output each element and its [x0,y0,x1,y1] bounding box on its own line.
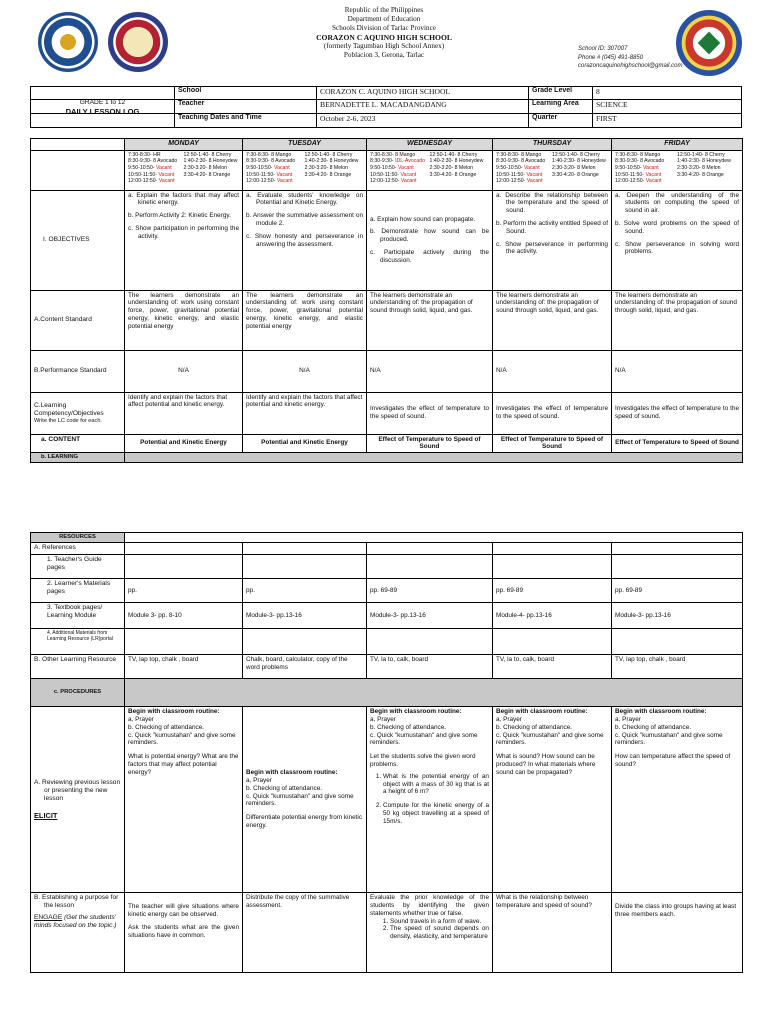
schedule-row [246,178,363,185]
schedule-slot [305,178,364,185]
dates-label: Teaching Dates and Time [175,114,317,127]
review-friday [612,707,743,893]
schedule-monday [125,150,243,190]
performance-standard-monday: N/A [125,350,243,392]
objective-item: c. Show perseverance in solving word problems. [615,240,739,256]
objective-item: a. Explain how sound can propagate. [370,215,476,223]
objective-item: c. Show honesty and perseverance in answering the assessment. [246,232,363,248]
schedule-slot: 7:30-8:30- 8 Mango [496,151,542,158]
routine-item: c. Quick "kumustahan" and give some reminders. [128,731,236,747]
performance-standard-label: B.Performance Standard [31,350,125,392]
other-resources-monday: TV, lap top, chalk , board [125,655,243,679]
school-contact [578,46,683,72]
info-row-teacher [31,100,741,113]
objective-item: a. Explain the factors that may affect kinetic energy. [128,191,239,207]
schedule-slot: 9:50-10:50- Vacant [615,164,659,171]
objective-item: b. Perform Activity 2: Kinetic Energy. [128,212,231,220]
learning-area-value: SCIENCE [596,100,628,110]
review-question: What is sound? How sound can be produced? In what materials where sound can be propagated? [496,753,596,776]
schedule-slot: 9:50-10:50- Vacant [246,164,290,171]
cell [612,629,743,655]
cell [493,543,612,555]
content-monday: Potential and Kinetic Energy [125,434,243,453]
learner-materials-monday: pp. [125,579,243,603]
schedule-slot: 8:30-9:30- 8 Avocado [615,158,665,165]
routine-item: a, Prayer [370,715,396,723]
objectives-wednesday [367,190,493,290]
schedule-slot: 8:30-9:30- 8 Avocado [246,158,296,165]
schedule-row [370,158,489,165]
competencies-monday: Identify and explain the factors that affect potential and kinetic energy. [125,392,243,434]
schedule-slot: 12:50-1:40- 8 Cherry [552,151,600,158]
learner-materials-thursday: pp. 69-89 [493,579,612,603]
schedule-slot: 12:00-12:50- Vacant [128,178,175,185]
objective-item: a. Deepen the understanding of the students on computing the speed of sound in air. [615,191,739,215]
cell [125,555,243,579]
cell [125,629,243,655]
review-question: Let the students solve the given word problems. [370,753,476,768]
procedures-header-row [125,679,743,707]
routine-item: b. Checking of attendance. [128,723,205,731]
learner-materials-friday: pp. 69-89 [612,579,743,603]
review-question: Differentiate potential energy from kinetic energy. [246,814,363,830]
schedule-row [615,172,739,179]
school-header [0,0,768,86]
references-label: A. References [31,543,125,555]
content-standard-monday: The learners demonstrate an understanding of: work using constant force, power, gravitational potential energy, kinetic energy, and elastic potential energy [125,290,243,350]
schedule-slot: 12:50-1:40- 8 Cherry [183,151,232,158]
cell [612,555,743,579]
schedule-slot: 9:50-10:50- Vacant [370,164,414,171]
schedule-slot: 1:40-2:30- 8 Honeydew [304,158,359,165]
schedule-row [246,152,363,159]
teacher-value: BERNADETTE L. MACADANGDANG [317,100,529,113]
schedule-friday [612,150,743,190]
cell [493,629,612,655]
procedures-label: c. PROCEDURES [31,679,125,707]
schedule-wednesday [367,150,493,190]
schedule-slot: 9:50-10:50- Vacant [128,164,172,171]
schedule-row [246,165,363,172]
objective-item: c. Show perseverance in performing the activity. [496,240,608,256]
schedule-row [128,165,239,172]
schedule-row [246,172,363,179]
header-line: Schools Division of Tarlac Province [332,24,436,32]
routine-item: a, Prayer [615,715,641,723]
schedule-row [496,165,608,172]
performance-standard-friday: N/A [612,350,743,392]
schedule-slot: 3:30-4:20- 8 Orange [552,171,599,178]
routine-item: b. Checking of attendance. [370,723,447,731]
school-label: School [175,87,317,100]
content-standard-thursday: The learners demonstrate an understanding of: the propagation of sound through solid, liquid, and gas. [493,290,612,350]
cell [612,543,743,555]
competencies-label-cell [31,392,125,434]
schedule-slot: 2:30-3:20- 8 Melon [429,164,474,171]
cell [243,629,367,655]
purpose-text: Evaluate the prior knowledge of the students by identifying the given statements whether true or false. [370,894,489,917]
textbook-friday: Module-3- pp.13-16 [612,603,743,629]
schedule-slot: 12:00-12:50- Vacant [615,178,662,185]
content-friday: Effect of Temperature to Speed of Sound [612,434,743,453]
log-title: DAILY LESSON LOG [65,107,140,117]
schedule-row [615,178,739,185]
learning-area-label: Learning Area [529,100,593,113]
learning-row [125,453,743,463]
purpose-label: B. Establishing a purpose for the lesson [34,894,119,910]
schedule-slot: 8:30-9:30- IDL-Avocado [370,158,425,165]
learner-materials-tuesday: pp. [243,579,367,603]
schedule-slot: 12:50-1:40- 8 Cherry [429,151,478,158]
schedule-slot: 12:00-12:50- Vacant [496,178,543,185]
schedule-slot: 12:50-1:40- 8 Cherry [304,151,353,158]
schedule-slot: 3:30-4:20- 8 Orange [677,171,724,178]
objective-item: a. Describe the relationship between the temperature and the speed of sound. [496,191,608,215]
schedule-row [128,178,239,185]
routine-title: Begin with classroom routine: [496,708,588,716]
resources-header-row [125,533,743,543]
schedule-row [370,172,489,179]
school-phone: Phone # (045) 491-8850 [578,54,644,61]
schedule-tuesday [243,150,367,190]
textbook-wednesday: Module-3- pp.13-16 [367,603,493,629]
routine-item: c. Quick "kumustahan" and give some reminders. [246,792,354,808]
schedule-slot: 7:30-8:30- HR [128,151,161,158]
day-header-wednesday: WEDNESDAY [367,139,493,151]
schedule-row [496,158,608,165]
textbook-thursday: Module-4- pp.13-16 [493,603,612,629]
schedule-slot: 10:50-11:50- Vacant [496,171,543,178]
schedule-slot: 10:50-11:50- Vacant [615,171,662,178]
schedule-slot: 7:30-8:30- 8 Mango [246,151,292,158]
true-false-item: 1. Sound travels in a form of wave. [390,918,489,926]
routine-item: b. Checking of attendance. [496,723,573,731]
grade-range: GRADE 1 to 12 [79,99,126,106]
schedule-slot [552,178,608,185]
purpose-wednesday [367,893,493,973]
routine-item: a, Prayer [246,777,272,785]
routine-item: a, Prayer [128,715,154,723]
textbook-label: 3. Textbook pages/ Learning Module [31,603,125,629]
learner-materials-wednesday: pp. 69-89 [367,579,493,603]
review-question: How can temperature affect the speed of sound? [615,753,731,768]
routine-title: Begin with classroom routine: [246,769,338,777]
schedule-slot: 3:30-4:20- 8 Orange [304,171,352,178]
competencies-wednesday: Investigates the effect of temperature to the speed of sound. [367,392,493,434]
schedule-slot [430,178,490,185]
schedule-slot: 7:30-8:30- 8 Mango [370,151,416,158]
content-standard-friday: The learners demonstrate an understanding of: the propagation of sound through solid, liquid, and gas. [612,290,743,350]
schedule-slot: 3:30-4:20- 8 Orange [183,171,231,178]
purpose-friday: Divide the class into groups having at least three members each. [612,893,743,973]
schedule-row [496,172,608,179]
purpose-item: The teacher will give situations where kinetic energy can be observed. [128,903,239,918]
competencies-friday: Investigates the effect of temperature to the speed of sound. [612,392,743,434]
review-tuesday [243,707,367,893]
performance-standard-wednesday: N/A [367,350,493,392]
objectives-thursday [493,190,612,290]
school-name: CORAZON C AQUINO HIGH SCHOOL [316,33,452,42]
other-resources-friday: TV, lap top, chalk , board [612,655,743,679]
schedule-row [496,178,608,185]
resources-procedures-table [30,532,743,973]
schedule-slot: 10:50-11:50- Vacant [246,171,293,178]
schedule-slot: 2:30-3:20- 8 Melon [677,164,721,171]
schedule-slot: 10:50-11:50- Vacant [370,171,417,178]
header-line: Department of Education [347,15,421,23]
routine-item: b. Checking of attendance. [246,784,323,792]
schedule-slot: 12:00-12:50- Vacant [370,178,417,185]
schedule-row [370,165,489,172]
true-false-item: 2. The speed of sound depends on density, elasticity, and temperature [390,925,489,941]
schedule-row [615,165,739,172]
schedule-slot: 1:40-2:30- 8 Honeydew [429,158,484,165]
day-header-friday: FRIDAY [612,139,743,151]
engage-block [34,914,121,930]
lesson-info-table [30,86,742,128]
learner-materials-label: 2. Learner's Materials pages [31,579,125,603]
purpose-monday [125,893,243,973]
cell [367,629,493,655]
schedule-slot: 9:50-10:50- Vacant [496,164,540,171]
objectives-table [30,138,743,463]
objective-item: a. Evaluate students' knowledge on Potential and Kinetic Energy. [246,191,363,207]
quarter-value: FIRST [596,113,617,123]
review-question: What is potential energy? What are the factors that may affect potential energy? [128,753,239,776]
learning-label: b. LEARNING [31,453,125,463]
routine-title: Begin with classroom routine: [370,708,462,716]
objective-item: b. Solve word problems on the speed of sound. [615,219,739,235]
review-label-cell [31,707,125,893]
objectives-tuesday [243,190,367,290]
content-standard-tuesday: The learners demonstrate an understanding of: work using constant force, power, gravitational potential energy, kinetic energy, and elastic potential energy [243,290,367,350]
day-header-tuesday: TUESDAY [243,139,367,151]
schedule-thursday [493,150,612,190]
engage-label: ENGAGE [34,914,63,922]
elicit-label: ELICIT [34,811,58,821]
quarter-label: Quarter [529,114,593,127]
textbook-monday: Module 3- pp. 8-10 [125,603,243,629]
day-header-monday: MONDAY [125,139,243,151]
other-resources-tuesday: Chalk, board, calculator, copy of the word problems [243,655,367,679]
routine-item: a, Prayer [496,715,522,723]
content-label: a. CONTENT [31,434,125,453]
cell [367,543,493,555]
info-row-school [31,87,741,100]
header-line: Republic of the Philippines [344,6,424,14]
cell [493,555,612,579]
content-standard-label: A.Content Standard [31,290,125,350]
schedule-slot: 2:30-3:20- 8 Melon [304,164,349,171]
schedule-row [370,152,489,159]
schedule-slot [184,178,240,185]
schedule-slot: 1:40-2:30- 8 Honeydew [677,158,731,165]
objectives-label: I. OBJECTIVES [31,190,125,290]
resources-label: RESOURCES [31,533,125,543]
school-email: corazoncaquinohighschool@gmail.com [578,63,683,69]
school-value: CORAZON C. AQUINO HIGH SCHOOL [317,87,529,100]
competencies-label: C.Learning Competency/Objectives [34,401,104,417]
purpose-tuesday: Distribute the copy of the summative assessment. [243,893,367,973]
performance-standard-thursday: N/A [493,350,612,392]
header-line: (formerly Tagumbao High School Annex) [323,42,445,50]
other-resources-label: B. Other Learning Resource [31,655,125,679]
routine-item: c. Quick "kumustahan" and give some reminders. [496,731,604,747]
schedule-row [128,152,239,159]
schedule-row [615,158,739,165]
competencies-note: Write the LC code for each. [34,417,102,424]
schedule-slot: 3:30-4:20- 8 Orange [429,171,477,178]
schedule-row [496,152,608,159]
school-id: School ID: 307007 [578,46,628,52]
review-thursday [493,707,612,893]
guide-label: 1. Teacher's Guide pages [31,555,125,579]
engage-note: (Get the students' minds focused on the topic.) [34,914,117,930]
objective-item: b. Perform the activity entitled Speed of Sound. [496,219,608,235]
objective-item: b. Answer the summative assessment on module 2. [246,212,363,227]
objectives-friday [612,190,743,290]
day-header-thursday: THURSDAY [493,139,612,151]
content-tuesday: Potential and Kinetic Energy [243,434,367,453]
objective-item: c. Show participation in performing the activity. [128,224,239,240]
textbook-tuesday: Module-3- pp.13-16 [243,603,367,629]
cell [125,543,243,555]
schedule-label-cell [31,150,125,190]
schedule-row [370,178,489,185]
schedule-slot: 2:30-3:20- 8 Melon [552,164,596,171]
dates-value: October 2-6, 2023 [317,114,529,127]
word-problem: 2. Compute for the kinetic energy of a 50 kg object travelling at a speed of 15m/s. [383,802,489,825]
word-problem: 1. What is the potential energy of an object with a mass of 30 kg that is at a height of 6 m? [383,773,489,796]
purpose-label-cell [31,893,125,973]
additional-materials-label: 4. Additional Materials from Learning Resource (LR)portal [31,629,125,655]
competencies-tuesday: Identify and explain the factors that affect potential and kinetic energy. [243,392,367,434]
grade-level-value: 8 [596,87,600,96]
content-thursday: Effect of Temperature to Speed of Sound [493,434,612,453]
routine-title: Begin with classroom routine: [128,708,220,716]
purpose-item: Ask the students what are the given situations have in common. [128,923,239,939]
schedule-row [128,172,239,179]
purpose-thursday: What is the relationship between temperature and speed of sound? [493,893,612,973]
objectives-monday [125,190,243,290]
routine-item: c. Quick "kumustahan" and give some reminders. [615,731,723,747]
schedule-row [246,158,363,165]
teacher-label: Teacher [175,100,317,113]
schedule-row [128,158,239,165]
review-wednesday [367,707,493,893]
schedule-slot: 2:30-3:20- 8 Melon [183,164,228,171]
schedule-row [615,152,739,159]
cell [367,555,493,579]
schedule-slot: 7:30-8:30- 8 Mango [615,151,661,158]
other-resources-thursday: TV, la to, calk, board [493,655,612,679]
routine-item: c. Quick "kumustahan" and give some reminders. [370,731,478,747]
schedule-slot: 12:00-12:50- Vacant [246,178,293,185]
cell [243,543,367,555]
other-resources-wednesday: TV, la to, calk, board [367,655,493,679]
review-monday [125,707,243,893]
performance-standard-tuesday: N/A [243,350,367,392]
schedule-slot: 10:50-11:50- Vacant [128,171,175,178]
competencies-thursday: Investigates the effect of temperature to the speed of sound. [493,392,612,434]
info-row-dates [31,114,741,127]
schedule-slot: 1:40-2:30- 8 Honeydew [552,158,606,165]
corner-cell [31,139,125,151]
schedule-slot: 8:30-9:30- 8 Avocado [496,158,546,165]
routine-item: b. Checking of attendance. [615,723,692,731]
grade-level-label: Grade Level [529,87,593,100]
schedule-slot: 1:40-2:30- 8 Honeydew [183,158,238,165]
objective-item: c. Participate actively during the discussion. [370,248,489,264]
content-wednesday: Effect of Temperature to Speed of Sound [367,434,493,453]
schedule-slot: 12:50-1:40- 8 Cherry [677,151,725,158]
schedule-slot: 8:30-9:30- 8 Avocado [128,158,178,165]
objective-item: b. Demonstrate how sound can be produced. [370,228,489,244]
header-line: Poblacion 3, Gerona, Tarlac [343,51,425,59]
cell [243,555,367,579]
review-label: A. Reviewing previous lesson or presenting the new lesson [34,779,121,803]
schedule-slot [677,178,739,185]
routine-title: Begin with classroom routine: [615,708,707,716]
content-standard-wednesday: The learners demonstrate an understanding of: the propagation of sound through solid, liquid, and gas. [367,290,493,350]
